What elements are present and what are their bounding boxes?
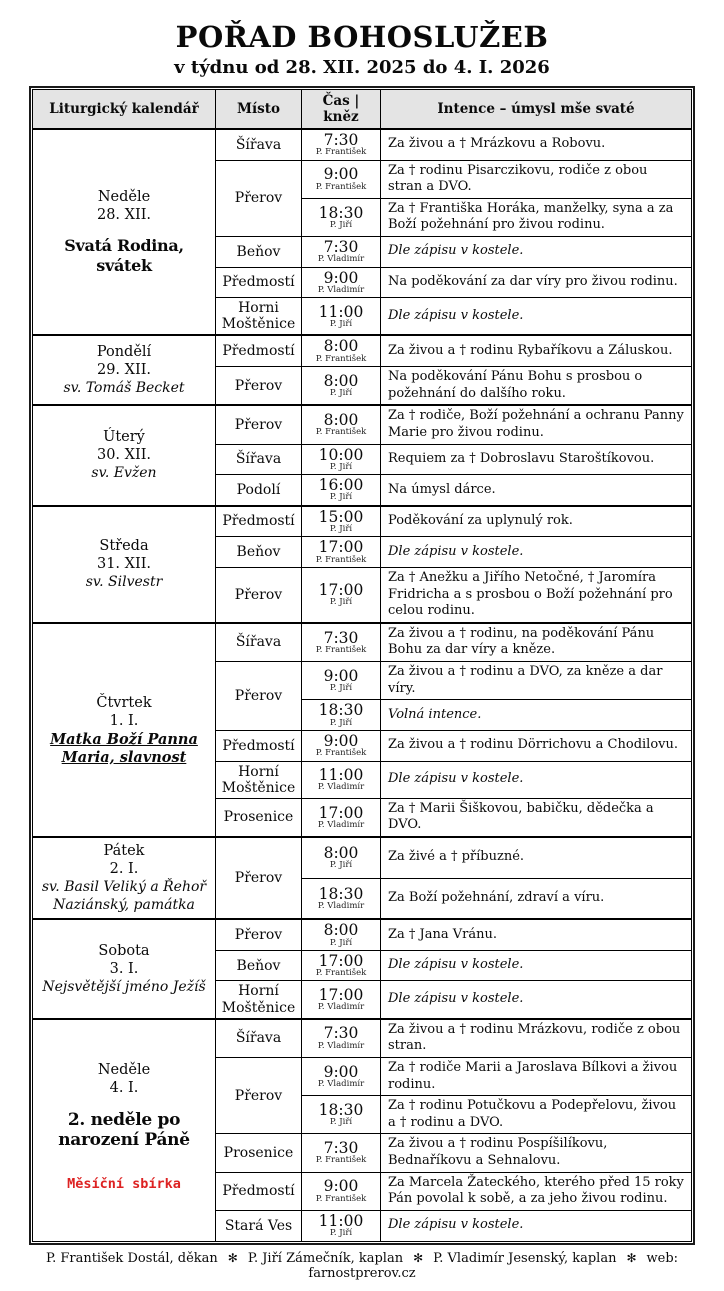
priest-name: P. František [315, 1155, 367, 1166]
collection-note: Měsíční sbírka [67, 1176, 181, 1193]
place-cell: Předmostí [216, 335, 302, 366]
time-cell [302, 700, 381, 731]
intention-cell: Za † rodiče Marii a Jaroslava Bílkovi a živou rodinu. [381, 1057, 692, 1095]
priest-name: P. Jiří [329, 937, 353, 948]
feast-label: 2. neděle po narození Páně [58, 1110, 190, 1150]
place-cell: Prosenice [216, 798, 302, 837]
column-header: Čas | kněz [302, 89, 381, 129]
time-value: 18:30 [318, 884, 364, 903]
footer-item: web: farnostprerov.cz [308, 1250, 679, 1281]
time-value: 7:30 [323, 628, 359, 647]
day-name: Sobota [98, 942, 150, 959]
time-value: 8:00 [323, 921, 359, 940]
time-cell [302, 1210, 381, 1241]
column-header-row [33, 89, 692, 129]
schedule-row [33, 405, 692, 444]
footer-separator-icon: ✻ [413, 1250, 424, 1265]
feast-label: sv. Basil Veliký a Řehoř Naziánský, památka [41, 879, 207, 913]
intention-cell: Dle zápisu v kostele. [381, 981, 692, 1019]
time-value: 9:00 [323, 268, 359, 287]
time-cell [302, 237, 381, 268]
place-cell: Beňov [216, 237, 302, 268]
priest-name: P. Jiří [329, 597, 353, 608]
time-value: 10:00 [318, 445, 364, 464]
day-name: Středa [99, 537, 149, 554]
priest-name: P. František [315, 427, 367, 438]
intention-cell: Dle zápisu v kostele. [381, 761, 692, 798]
schedule-table-frame [29, 86, 695, 1245]
intention-cell: Za živou a † rodinu Pospíšilíkovu, Bednaříkovu a Sehnalovu. [381, 1134, 692, 1172]
priest-name: P. Vladimír [317, 1040, 365, 1051]
time-cell [302, 367, 381, 406]
place-cell: Přerov [216, 837, 302, 919]
time-cell [302, 950, 381, 981]
priest-name: P. František [315, 968, 367, 979]
time-cell [302, 1096, 381, 1134]
intention-cell: Za živou a † rodinu Rybaříkovu a Záluskou. [381, 335, 692, 366]
priest-name: P. Jiří [329, 860, 353, 871]
intention-cell: Dle zápisu v kostele. [381, 537, 692, 568]
schedule-row [33, 919, 692, 950]
time-cell [302, 919, 381, 950]
intention-cell: Za živou a † rodinu Dörrichovu a Chodilovu. [381, 730, 692, 761]
priest-name: P. Vladimír [317, 1002, 365, 1012]
feast-label: Svatá Rodina, svátek [64, 236, 184, 276]
place-cell: Přerov [216, 405, 302, 444]
time-value: 15:00 [318, 507, 364, 526]
time-cell [302, 160, 381, 198]
day-name: Čtvrtek [96, 694, 152, 711]
intention-cell: Dle zápisu v kostele. [381, 237, 692, 268]
priest-name: P. František [315, 1193, 367, 1204]
intention-cell: Za živou a † rodinu, na poděkování Pánu Bohu za dar víry a kněze. [381, 623, 692, 662]
priest-name: P. Jiří [329, 717, 353, 728]
place-cell: Předmostí [216, 1172, 302, 1210]
intention-cell: Dle zápisu v kostele. [381, 298, 692, 336]
time-value: 8:00 [323, 843, 359, 862]
place-cell: Předmostí [216, 730, 302, 761]
day-cell [33, 837, 216, 919]
time-cell [302, 623, 381, 662]
time-cell [302, 837, 381, 878]
time-value: 9:00 [323, 666, 359, 685]
place-cell: Horní Moštěnice [216, 981, 302, 1019]
intention-cell: Poděkování za uplynulý rok. [381, 506, 692, 537]
priest-name: P. Jiří [329, 219, 353, 230]
intention-cell: Na úmysl dárce. [381, 475, 692, 506]
schedule-table-body [33, 129, 692, 1241]
place-cell: Šířava [216, 444, 302, 475]
time-value: 18:30 [318, 701, 364, 720]
time-value: 8:00 [323, 371, 359, 390]
footer-item: P. Vladimír Jesenský, kaplan [433, 1250, 617, 1266]
time-value: 7:30 [323, 1024, 359, 1043]
feast-label: sv. Tomáš Becket [63, 380, 185, 397]
feast-label: Matka Boží Panna Maria, slavnost [50, 731, 198, 766]
day-name: Pátek [103, 842, 145, 859]
time-cell [302, 298, 381, 336]
schedule-table-head [33, 89, 692, 129]
priest-name: P. František [315, 353, 367, 364]
intention-cell: Dle zápisu v kostele. [381, 1210, 692, 1241]
time-value: 9:00 [323, 165, 359, 184]
footer-item: P. František Dostál, děkan [45, 1250, 218, 1266]
time-value: 11:00 [318, 765, 364, 784]
intention-cell: Za † Marii Šiškovou, babičku, dědečka a DVO. [381, 798, 692, 837]
schedule-row [33, 1019, 692, 1058]
priest-name: P. Jiří [329, 1117, 353, 1128]
place-cell: Šířava [216, 623, 302, 662]
priest-name: P. Vladimír [317, 1078, 365, 1089]
intention-cell: Za živou a † rodinu Mrázkovu, rodiče z obou stran. [381, 1019, 692, 1058]
day-date: 1. I. [109, 713, 139, 730]
place-cell: Šířava [216, 129, 302, 160]
schedule-table [32, 89, 692, 1242]
time-cell [302, 1172, 381, 1210]
priest-name: P. Vladimír [317, 284, 365, 295]
intention-cell: Za živou a † Mrázkovu a Robovu. [381, 129, 692, 160]
place-cell: Přerov [216, 567, 302, 622]
day-name: Neděle [97, 189, 151, 206]
intention-cell: Za † rodinu Pisarczikovu, rodiče z obou stran a DVO. [381, 160, 692, 198]
intention-cell: Na poděkování za dar víry pro živou rodinu. [381, 267, 692, 298]
day-date: 31. XII. [96, 556, 152, 573]
intention-cell: Volná intence. [381, 700, 692, 731]
time-value: 18:30 [318, 1100, 364, 1119]
day-cell [33, 335, 216, 405]
time-cell [302, 198, 381, 236]
place-cell: Přerov [216, 367, 302, 406]
feast-label: sv. Evžen [91, 465, 157, 482]
place-cell: Podolí [216, 475, 302, 506]
page-subtitle: v týdnu od 28. XII. 2025 do 4. I. 2026 [174, 56, 550, 78]
time-cell [302, 730, 381, 761]
day-name: Neděle [97, 1061, 151, 1078]
page-title: POŘAD BOHOSLUŽEB [175, 20, 549, 54]
time-cell [302, 444, 381, 475]
footer-separator-icon: ✻ [227, 1250, 238, 1265]
time-cell [302, 506, 381, 537]
time-value: 18:30 [318, 203, 364, 222]
intention-cell: Za živé a † příbuzné. [381, 837, 692, 878]
schedule-row [33, 335, 692, 366]
time-cell [302, 1057, 381, 1095]
intention-cell: Za † Anežku a Jiřího Netočné, † Jaromíra Fridricha a s prosbou o Boží požehnání pro celou rodinu. [381, 567, 692, 622]
time-cell [302, 537, 381, 568]
footer-item: P. Jiří Zámečník, kaplan [247, 1250, 404, 1266]
intention-cell: Za † rodinu Potučkovu a Podepřelovu, živou a † rodinu a DVO. [381, 1096, 692, 1134]
time-value: 11:00 [318, 1211, 364, 1230]
priest-name: P. Jiří [329, 492, 353, 503]
time-value: 17:00 [318, 951, 364, 970]
feast-label: sv. Silvestr [85, 574, 163, 591]
time-value: 8:00 [323, 411, 359, 430]
time-value: 8:00 [323, 337, 359, 356]
priest-name: P. Vladimír [317, 782, 365, 793]
place-cell: Horní Moštěnice [216, 761, 302, 798]
place-cell: Přerov [216, 662, 302, 731]
priest-name: P. František [315, 181, 367, 192]
day-date: 30. XII. [96, 447, 152, 464]
intention-cell: Za živou a † rodinu a DVO, za kněze a dar víry. [381, 662, 692, 700]
time-value: 7:30 [323, 130, 359, 149]
time-cell [302, 267, 381, 298]
time-value: 9:00 [323, 1177, 359, 1196]
column-header: Místo [216, 89, 302, 129]
priest-name: P. František [315, 554, 367, 565]
footer [0, 1251, 724, 1291]
priest-name: P. Jiří [329, 524, 353, 534]
day-cell [33, 405, 216, 505]
time-cell [302, 335, 381, 366]
day-name: Úterý [103, 429, 145, 446]
day-date: 3. I. [109, 960, 139, 977]
place-cell: Přerov [216, 919, 302, 950]
time-cell [302, 878, 381, 919]
time-value: 17:00 [318, 985, 364, 1004]
time-cell [302, 662, 381, 700]
feast-label: Nejsvětější jméno Ježíš [42, 978, 206, 995]
day-date: 4. I. [109, 1080, 139, 1097]
place-cell: Předmostí [216, 267, 302, 298]
place-cell: Beňov [216, 950, 302, 981]
priest-name: P. Vladimír [317, 819, 365, 830]
priest-name: P. Jiří [329, 461, 353, 472]
intention-cell: Na poděkování Pánu Bohu s prosbou o požehnání do dalšího roku. [381, 367, 692, 406]
time-value: 17:00 [318, 538, 364, 557]
day-cell [33, 623, 216, 837]
time-cell [302, 1019, 381, 1058]
schedule-row [33, 506, 692, 537]
place-cell: Přerov [216, 1057, 302, 1134]
priest-name: P. Jiří [329, 1228, 353, 1239]
priest-name: P. Vladimír [317, 900, 365, 911]
day-date: 29. XII. [96, 362, 152, 379]
time-cell [302, 981, 381, 1019]
priest-name: P. František [315, 644, 367, 655]
footer-separator-icon: ✻ [626, 1250, 637, 1265]
intention-cell: Dle zápisu v kostele. [381, 950, 692, 981]
priest-name: P. Jiří [329, 318, 353, 329]
day-cell [33, 506, 216, 623]
column-header: Liturgický kalendář [33, 89, 216, 129]
priest-name: P. František [315, 748, 367, 759]
place-cell: Stará Ves [216, 1210, 302, 1241]
time-cell [302, 129, 381, 160]
time-value: 7:30 [323, 238, 359, 256]
intention-cell: Za Boží požehnání, zdraví a víru. [381, 878, 692, 919]
day-name: Pondělí [96, 343, 152, 360]
place-cell: Horni Moštěnice [216, 298, 302, 336]
time-cell [302, 405, 381, 444]
schedule-row [33, 129, 692, 160]
time-value: 17:00 [318, 803, 364, 822]
priest-name: P. František [315, 147, 367, 158]
time-cell [302, 475, 381, 506]
day-cell [33, 919, 216, 1018]
time-value: 9:00 [323, 1062, 359, 1081]
time-value: 17:00 [318, 581, 364, 600]
intention-cell: Za † rodiče, Boží požehnání a ochranu Panny Marie pro živou rodinu. [381, 405, 692, 444]
place-cell: Prosenice [216, 1134, 302, 1172]
time-value: 16:00 [318, 476, 364, 495]
schedule-row [33, 837, 692, 878]
place-cell: Předmostí [216, 506, 302, 537]
day-cell [33, 129, 216, 336]
priest-name: P. Jiří [329, 388, 353, 399]
intention-cell: Requiem za † Dobroslavu Staroštíkovou. [381, 444, 692, 475]
time-value: 7:30 [323, 1139, 359, 1158]
place-cell: Šířava [216, 1019, 302, 1058]
time-cell [302, 761, 381, 798]
column-header: Intence – úmysl mše svaté [381, 89, 692, 129]
time-cell [302, 1134, 381, 1172]
place-cell: Přerov [216, 160, 302, 237]
place-cell: Beňov [216, 537, 302, 568]
intention-cell: Za Marcela Žateckého, kterého před 15 roky Pán povolal k sobě, a za jeho živou rodinu. [381, 1172, 692, 1210]
time-value: 11:00 [318, 302, 364, 321]
priest-name: P. Vladimír [317, 254, 365, 265]
priest-name: P. Jiří [329, 683, 353, 694]
intention-cell: Za † Jana Vránu. [381, 919, 692, 950]
intention-cell: Za † Františka Horáka, manželky, syna a za Boží požehnání pro živou rodinu. [381, 198, 692, 236]
time-value: 9:00 [323, 731, 359, 750]
time-cell [302, 798, 381, 837]
schedule-row [33, 623, 692, 662]
day-date: 28. XII. [96, 207, 152, 224]
day-cell [33, 1019, 216, 1241]
time-cell [302, 567, 381, 622]
day-date: 2. I. [109, 861, 139, 878]
